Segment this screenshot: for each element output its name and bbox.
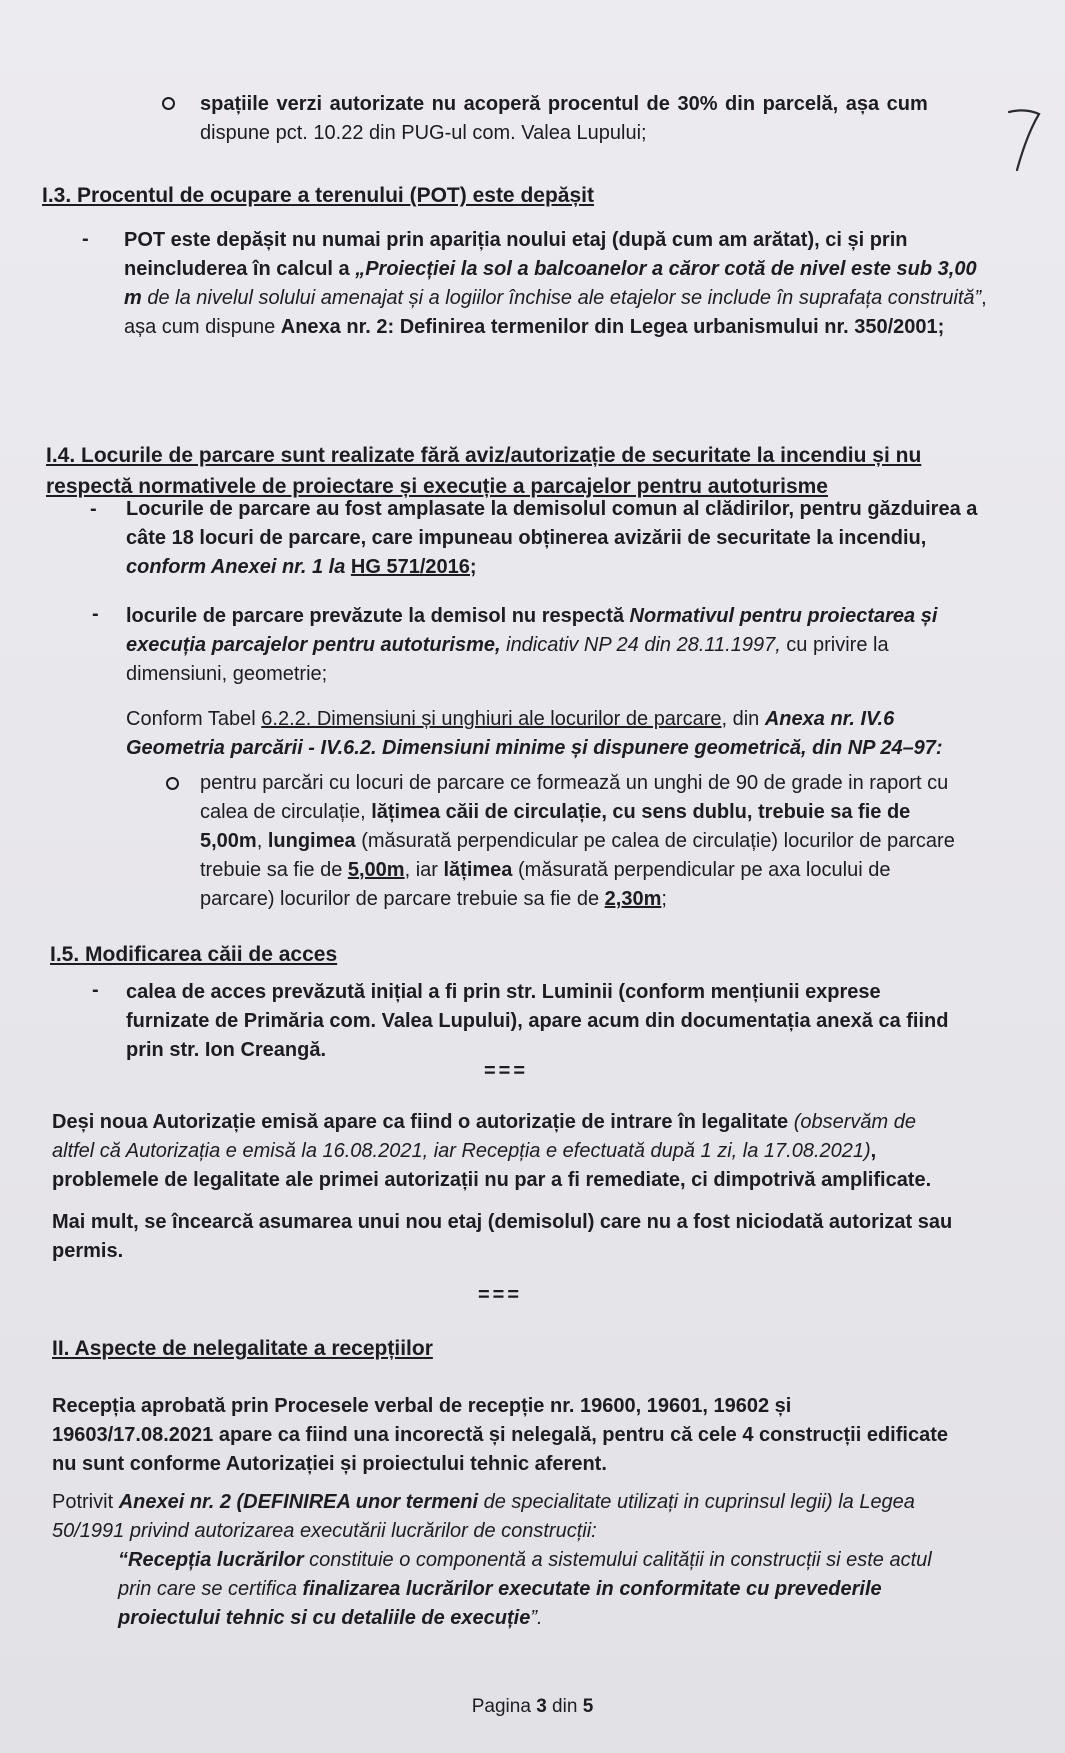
parking-paragraph-2 [126,602,978,689]
dash-bullet-icon: - [82,228,89,250]
sub-e: (măsurată perpendicular pe calea de circulație) locurilor de parcare trebuie sa fie de [200,830,955,881]
sub-h: lățimea [443,859,513,881]
closing-paragraph-2 [52,1208,962,1266]
section-1-5 [50,939,950,970]
parking-p3-d: Anexa nr. IV.6 Geometria parcării - IV.6.2. Dimensiuni minime și dispunere geometrică, din NP 24–97: [126,708,943,759]
pot-text-c: de la nivelul solului amenajat și a logiilor închise ale etajelor se include în suprafața construită” [141,287,982,309]
parking-p2-c: indicativ NP 24 din 28.11.1997, [500,634,781,656]
section-1-3-heading: I.3. Procentul de ocupare a terenului (POT) este depășit [42,184,594,207]
law-quote [118,1546,948,1633]
closing-paragraph-1 [52,1108,962,1195]
parking-p2-a: locurile de parcare prevăzute la demisol nu respectă [126,605,630,627]
quote-d: ”. [530,1607,543,1629]
closing-p1-a: Deși noua Autorizație emisă apare ca fiind o autorizație de intrare în legalitate [52,1111,794,1133]
sub-c: , [256,830,268,852]
parking-p1-a: Locurile de parcare au fost amplasate la demisolul comun al clădirilor, pentru găzduirea a câte 18 locuri de parcare, care impuneau obținerea avizării de securitate la incendiu, [126,498,978,549]
closing-p1-b: (observăm de altfel că Autorizația e emisă la 16.08.2021, iar Recepția e efectuată după 1 zi, la 17.08.2021) [52,1111,916,1162]
section-2-heading: II. Aspecte de nelegalitate a recepțiilor [52,1337,433,1360]
quote-b: constituie o componentă a sistemului calității in construcții si este actul prin care se certifica [118,1549,932,1600]
parking-p2-d: cu privire la dimensiuni, geometrie; [126,634,889,685]
law-a: Potrivit [52,1491,119,1513]
parking-p1-c: HG 571/2016; [350,556,477,578]
pot-text-a: POT este depășit nu numai prin apariția noului etaj (după cum am arătat), ci și prin neincluderea în calcul a [124,229,908,280]
bullet-green-line1: spațiile verzi autorizate nu acoperă procentul de 30% din parcelă, așa cum [200,93,928,115]
footer-prefix: Pagina [471,1696,537,1717]
parking-paragraph-1 [126,495,990,582]
footer-current-page: 3 [536,1696,547,1717]
sub-a: pentru parcări cu locuri de parcare ce formează un unghi de 90 de grade in raport cu calea de circulație, [200,772,949,823]
section-1-3 [42,180,1002,211]
bullet-green-spaces [200,90,1010,148]
parking-subpoint [200,769,970,914]
handwritten-page-number [1005,104,1045,174]
closing-p1-c: , problemele de legalitate ale primei autorizații nu par a fi remediate, ci dimpotrivă amplificate. [52,1140,932,1191]
footer-total-pages: 5 [582,1696,594,1717]
quote-a: “Recepția lucrărilor [118,1549,304,1571]
parking-p1-b: conform Anexei nr. 1 la [126,556,351,578]
circle-bullet-icon [166,777,179,790]
sub-k: ; [661,888,667,910]
law-paragraph [52,1488,927,1546]
pot-text-e: Anexa nr. 2: Definirea termenilor din Legea urbanismului nr. 350/2001; [280,316,945,338]
parking-p2-b: Normativul pentru proiectarea și execuția parcajelor pentru autoturisme, [126,605,938,656]
dash-bullet-icon: - [90,498,97,520]
law-c: de specialitate utilizați in cuprinsul legii) la Legea 50/1991 privind autorizarea executării lucrărilor de construcții: [52,1491,915,1542]
sub-d: lungimea [267,830,356,852]
sub-f: 5,00m [347,859,405,881]
sub-b: lățimea căii de circulație, cu sens dublu, trebuie sa fie de 5,00m [200,801,911,852]
dash-bullet-icon: - [92,603,99,625]
separator: === [478,1284,523,1306]
sub-i: (măsurată perpendicular pe axa locului de parcare) locurilor de parcare trebuie sa fie de [200,859,891,910]
parking-p3-c: , din [721,708,765,730]
sub-j: 2,30m [604,888,662,910]
access-text: calea de acces prevăzută inițial a fi prin str. Luminii (conform mențiunii exprese furnizate de Primăria com. Valea Lupului), apare acum din documentația anexă ca fiind prin str. Ion Creangă. [126,981,949,1061]
parking-p3-a: Conform Tabel [126,708,262,730]
section-1-4-heading: I.4. Locurile de parcare sunt realizate fără aviz/autorizație de securitate la incendiu și nu respectă normativele de proiectare și execuție a parcajelor pentru autoturisme [46,444,922,498]
separator: === [484,1060,529,1082]
bullet-green-line2: dispune pct. 10.22 din PUG-ul com. Valea Lupului; [200,122,647,144]
law-b: Anexei nr. 2 (DEFINIREA unor termeni [118,1491,479,1513]
page-footer [0,1696,1065,1718]
parking-paragraph-3 [126,705,974,763]
access-paragraph [126,978,966,1065]
dash-bullet-icon: - [92,979,99,1001]
pot-text-d: , așa cum dispune [124,287,987,338]
circle-bullet-icon [162,97,175,110]
parking-p3-b: 6.2.2. Dimensiuni și unghiuri ale locurilor de parcare [261,708,722,730]
section-2 [52,1333,952,1364]
reception-text: Recepția aprobată prin Procesele verbal de recepție nr. 19600, 19601, 19602 și 19603/17.08.2021 apare ca fiind una incorectă și nelegală, pentru că cele 4 construcții edificate nu sunt conforme Autorizației și proiectului tehnic aferent. [52,1395,948,1475]
closing-p2: Mai mult, se încearcă asumarea unui nou etaj (demisolul) care nu a fost niciodată autorizat sau permis. [52,1211,953,1262]
sub-g: , iar [404,859,444,881]
quote-c: finalizarea lucrărilor executate in conformitate cu prevederile proiectului tehnic si cu detaliile de execuție [118,1578,882,1629]
pot-text-b: „Proiecției la sol a balcoanelor a căror cotă de nivel este sub 3,00 m [124,258,977,309]
section-1-3-paragraph [124,226,994,342]
section-1-5-heading: I.5. Modificarea căii de acces [50,943,338,966]
footer-middle: din [546,1696,583,1717]
section-1-4 [46,440,996,502]
reception-paragraph [52,1392,957,1479]
